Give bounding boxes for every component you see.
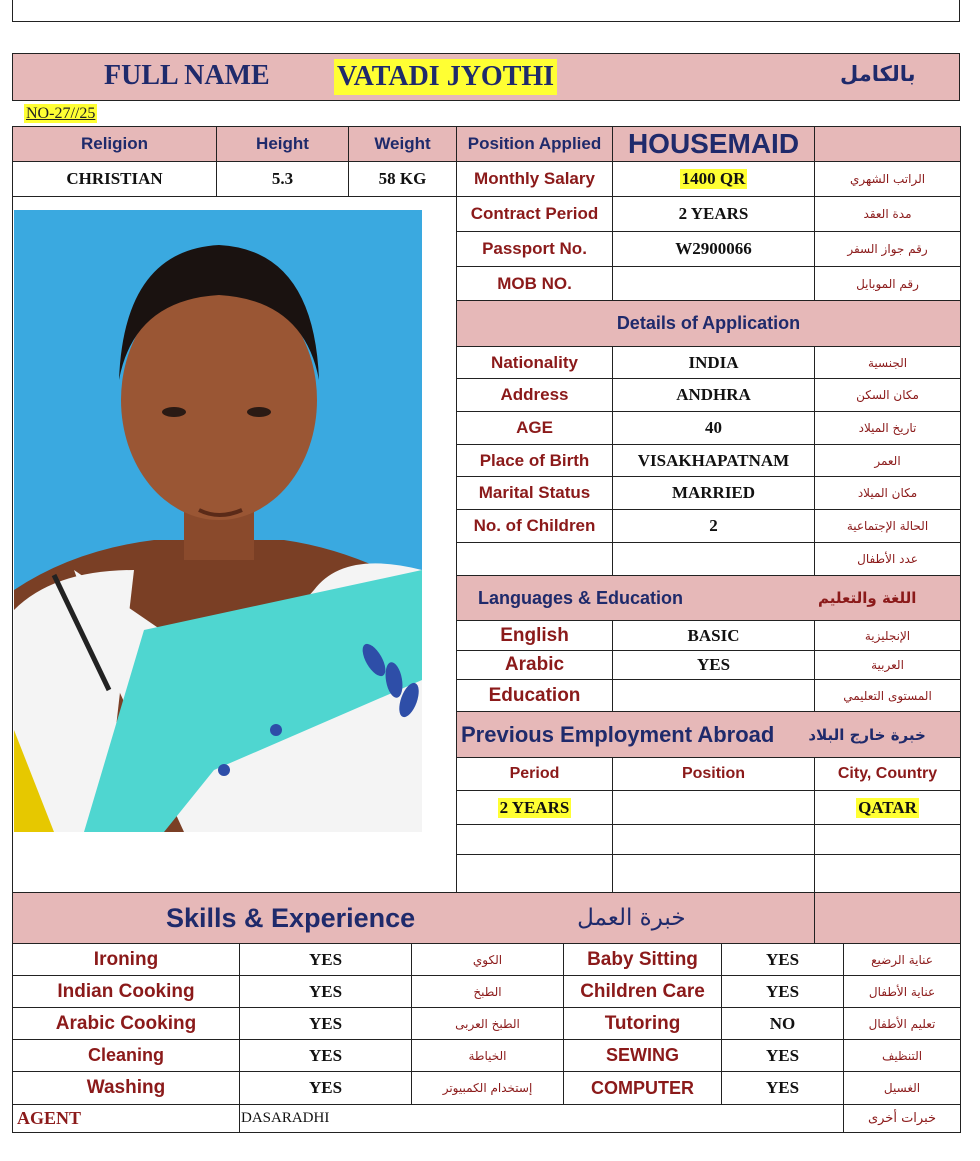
address-label: Address [456, 378, 613, 412]
monthly-salary-text: 1400 QR [681, 169, 746, 188]
skill-sewing-arabic: التنظيف [843, 1039, 961, 1072]
monthly-salary-value [612, 161, 815, 197]
skill-sewing-label: SEWING [563, 1039, 722, 1072]
prev-row-3-country [814, 854, 961, 893]
skill-tutoring-arabic: تعليم الأطفال [843, 1007, 961, 1040]
prev-row-1-country [814, 790, 961, 825]
address-arabic: مكان السكن [814, 378, 961, 412]
skill-tutoring-value: NO [721, 1007, 844, 1040]
marital-status-arabic: مكان الميلاد [814, 476, 961, 510]
languages-education-title: Languages & Education [478, 587, 684, 608]
prev-row-1-period-text: 2 YEARS [499, 797, 570, 817]
skill-baby-sitting-label: Baby Sitting [563, 943, 722, 976]
nationality-value: INDIA [612, 346, 815, 379]
skills-experience-title: Skills & Experience [166, 902, 416, 933]
marital-status-value: MARRIED [612, 476, 815, 510]
education-label: Education [456, 679, 613, 712]
skill-ironing-value: YES [239, 943, 412, 976]
age-label: AGE [456, 411, 613, 445]
marital-status-label: Marital Status [456, 476, 613, 510]
education-arabic: المستوى التعليمي [814, 679, 961, 712]
no-of-children-arabic: الحالة الإجتماعية [814, 509, 961, 543]
reference-number: NO-27//25 [26, 105, 96, 122]
skill-indian-cooking-arabic: الطبخ [411, 975, 564, 1008]
skill-computer-value: YES [721, 1071, 844, 1105]
mob-no-value [612, 266, 815, 301]
previous-employment-title: Previous Employment Abroad [461, 721, 775, 747]
weight-header: Weight [348, 126, 457, 162]
languages-education-header [456, 575, 961, 621]
nationality-label: Nationality [456, 346, 613, 379]
blank-row-arabic: عدد الأطفال [814, 542, 961, 576]
skill-ironing-arabic: الكوي [411, 943, 564, 976]
skill-cleaning-arabic: الخياطة [411, 1039, 564, 1072]
skill-computer-label: COMPUTER [563, 1071, 722, 1105]
blank-row-label [456, 542, 613, 576]
full-name-label: FULL NAME [104, 60, 270, 91]
skill-arabic-cooking-label: Arabic Cooking [12, 1007, 240, 1040]
skill-washing-value: YES [239, 1071, 412, 1105]
agent-label: AGENT [12, 1104, 240, 1133]
prev-row-2-position [612, 824, 815, 855]
full-name-arabic: بالكامل [840, 62, 916, 86]
skill-arabic-cooking-value: YES [239, 1007, 412, 1040]
skill-ironing-label: Ironing [12, 943, 240, 976]
prev-row-2-country [814, 824, 961, 855]
passport-no-label: Passport No. [456, 231, 613, 267]
monthly-salary-arabic: الراتب الشهري [814, 161, 961, 197]
skill-indian-cooking-label: Indian Cooking [12, 975, 240, 1008]
full-name-value: VATADI JYOTHI [334, 59, 557, 95]
skill-washing-arabic: إستخدام الكمبيوتر [411, 1071, 564, 1105]
previous-employment-header [456, 711, 961, 758]
arabic-label: Arabic [456, 650, 613, 680]
skill-cleaning-value: YES [239, 1039, 412, 1072]
height-header: Height [216, 126, 349, 162]
skill-cleaning-label: Cleaning [12, 1039, 240, 1072]
height-value: 5.3 [216, 161, 349, 197]
details-of-application-title: Details of Application [456, 300, 961, 347]
skill-children-care-value: YES [721, 975, 844, 1008]
city-country-header: City, Country [814, 757, 961, 791]
prev-row-1-position [612, 790, 815, 825]
skill-children-care-arabic: عناية الأطفال [843, 975, 961, 1008]
arabic-value: YES [612, 650, 815, 680]
top-empty-box [12, 0, 960, 22]
skill-baby-sitting-arabic: عناية الرضيع [843, 943, 961, 976]
languages-education-title-arabic: اللغة والتعليم [818, 589, 917, 607]
prev-row-1-period [456, 790, 613, 825]
prev-row-3-position [612, 854, 815, 893]
passport-no-arabic: رقم جواز السفر [814, 231, 961, 267]
english-label: English [456, 620, 613, 651]
skill-baby-sitting-value: YES [721, 943, 844, 976]
candidate-photo [14, 210, 422, 832]
english-value: BASIC [612, 620, 815, 651]
monthly-salary-label: Monthly Salary [456, 161, 613, 197]
address-value: ANDHRA [612, 378, 815, 412]
agent-arabic: خبرات أخرى [843, 1104, 961, 1133]
skills-header-blank [814, 892, 961, 944]
skill-computer-arabic: الغسيل [843, 1071, 961, 1105]
prev-row-3-period [456, 854, 613, 893]
skill-tutoring-label: Tutoring [563, 1007, 722, 1040]
contract-period-label: Contract Period [456, 196, 613, 232]
position-applied-value: HOUSEMAID [612, 126, 815, 162]
mob-no-label: MOB NO. [456, 266, 613, 301]
contract-period-arabic: مدة العقد [814, 196, 961, 232]
skill-children-care-label: Children Care [563, 975, 722, 1008]
age-value: 40 [612, 411, 815, 445]
place-of-birth-arabic: العمر [814, 444, 961, 477]
education-value [612, 679, 815, 712]
age-arabic: تاريخ الميلاد [814, 411, 961, 445]
agent-value: DASARADHI [239, 1104, 844, 1133]
period-header: Period [456, 757, 613, 791]
religion-value: CHRISTIAN [12, 161, 217, 197]
position-header: Position [612, 757, 815, 791]
position-applied-label: Position Applied [456, 126, 613, 162]
no-of-children-value: 2 [612, 509, 815, 543]
skill-arabic-cooking-arabic: الطبخ العربى [411, 1007, 564, 1040]
skill-washing-label: Washing [12, 1071, 240, 1105]
prev-row-2-period [456, 824, 613, 855]
skills-experience-header [12, 892, 815, 944]
weight-value: 58 KG [348, 161, 457, 197]
no-of-children-label: No. of Children [456, 509, 613, 543]
arabic-arabic: العربية [814, 650, 961, 680]
passport-no-value: W2900066 [612, 231, 815, 267]
position-applied-blank [814, 126, 961, 162]
contract-period-value: 2 YEARS [612, 196, 815, 232]
place-of-birth-label: Place of Birth [456, 444, 613, 477]
english-arabic: الإنجليزية [814, 620, 961, 651]
blank-row-value [612, 542, 815, 576]
place-of-birth-value: VISAKHAPATNAM [612, 444, 815, 477]
skills-experience-title-arabic: خبرة العمل [577, 905, 686, 931]
religion-header: Religion [12, 126, 217, 162]
skill-indian-cooking-value: YES [239, 975, 412, 1008]
skill-sewing-value: YES [721, 1039, 844, 1072]
mob-no-arabic: رقم الموبايل [814, 266, 961, 301]
prev-row-1-country-text: QATAR [858, 797, 917, 817]
nationality-arabic: الجنسية [814, 346, 961, 379]
previous-employment-title-arabic: خبرة خارج البلاد [808, 725, 926, 744]
